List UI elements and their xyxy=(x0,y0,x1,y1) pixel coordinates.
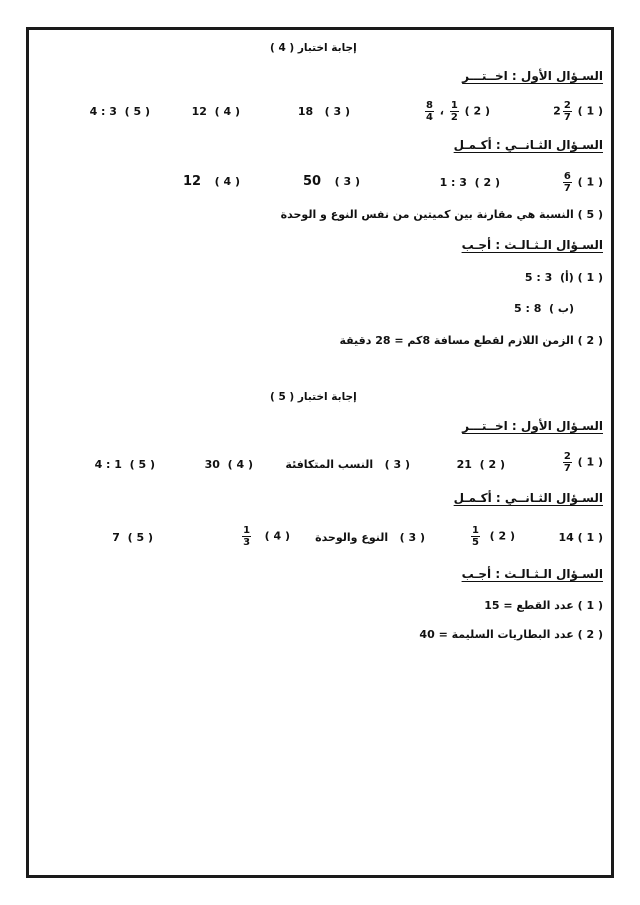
exam5-q3-heading: السـؤال الـثـالـث : أجـب xyxy=(461,567,603,581)
exam4-q2-answer-2: ( 2 ) 1 : 3 xyxy=(439,176,500,189)
exam4-q2-answer-4: ( 4 ) 12 xyxy=(182,174,240,189)
exam5-q2-answer-4: ( 4 ) $\frac{1}{3}$ xyxy=(243,525,290,548)
exam4-q1-answer-3: ( 3 ) 18 xyxy=(297,105,350,118)
page-border xyxy=(26,27,614,878)
exam4-title: إجابة اختبار ( 4 ) xyxy=(270,42,357,54)
exam5-q1-heading: السـؤال الأول : اخــتـــر xyxy=(462,419,603,433)
exam4-q1-answer-1: ( 1 ) 2 $\frac{2}{7}$ xyxy=(553,100,603,123)
exam5-q1-answer-2: ( 2 ) 21 xyxy=(456,458,505,471)
exam4-q2-heading: السـؤال الثـانــي : أكـمـل xyxy=(453,138,603,152)
exam5-q1-answer-1: ( 1 ) $\frac{2}{7}$ xyxy=(563,451,603,474)
exam4-q1-answer-5: ( 5 ) 4 : 3 xyxy=(89,105,150,118)
exam4-q2-answer-3: ( 3 ) 50 xyxy=(302,174,360,189)
exam4-q3-answer-1b: (ب ) 5 : 8 xyxy=(514,302,574,315)
exam4-q1-answer-4: ( 4 ) 12 xyxy=(191,105,240,118)
exam5-q1-answer-4: ( 4 ) 30 xyxy=(204,458,253,471)
exam5-q2-heading: السـؤال الثـانــي : أكـمـل xyxy=(453,491,603,505)
exam4-q2-answer-1: ( 1 ) $\frac{6}{7}$ xyxy=(563,171,603,194)
exam5-q3-answer-1: ( 1 ) عدد القطع = 15 xyxy=(484,599,603,612)
exam4-q1-answer-2: ( 2 ) $\frac{1}{2}$ ، $\frac{8}{4}$ xyxy=(425,100,490,123)
exam5-q2-answer-1: ( 1 ) 14 xyxy=(558,531,603,544)
exam5-q2-answer-3: ( 3 ) النوع والوحدة xyxy=(315,531,425,544)
exam4-q3-heading: السـؤال الـثـالـث : أجـب xyxy=(461,238,603,252)
exam4-q3-answer-1a: ( 1 ) (أ) 5 : 3 xyxy=(524,271,603,284)
exam5-q1-answer-5: ( 5 ) 4 : 1 xyxy=(94,458,155,471)
exam4-q2-answer-5: ( 5 ) النسبة هي مقارنة بين كميتين من نفس النوع و الوحدة xyxy=(280,208,603,221)
exam4-q1-heading: السـؤال الأول : اخــتـــر xyxy=(462,69,603,83)
exam5-title: إجابة اختبار ( 5 ) xyxy=(270,391,357,403)
exam4-q3-answer-2: ( 2 ) الزمن اللازم لقطع مسافة 8كم = 28 دقيقة xyxy=(339,334,603,347)
exam5-q1-answer-3: ( 3 ) النسب المتكافئة xyxy=(285,458,410,471)
exam5-q3-answer-2: ( 2 ) عدد البطاريات السليمة = 40 xyxy=(419,628,603,641)
exam5-q2-answer-5: ( 5 ) 7 xyxy=(112,531,153,544)
exam5-q2-answer-2: ( 2 ) $\frac{1}{5}$ xyxy=(471,525,515,548)
